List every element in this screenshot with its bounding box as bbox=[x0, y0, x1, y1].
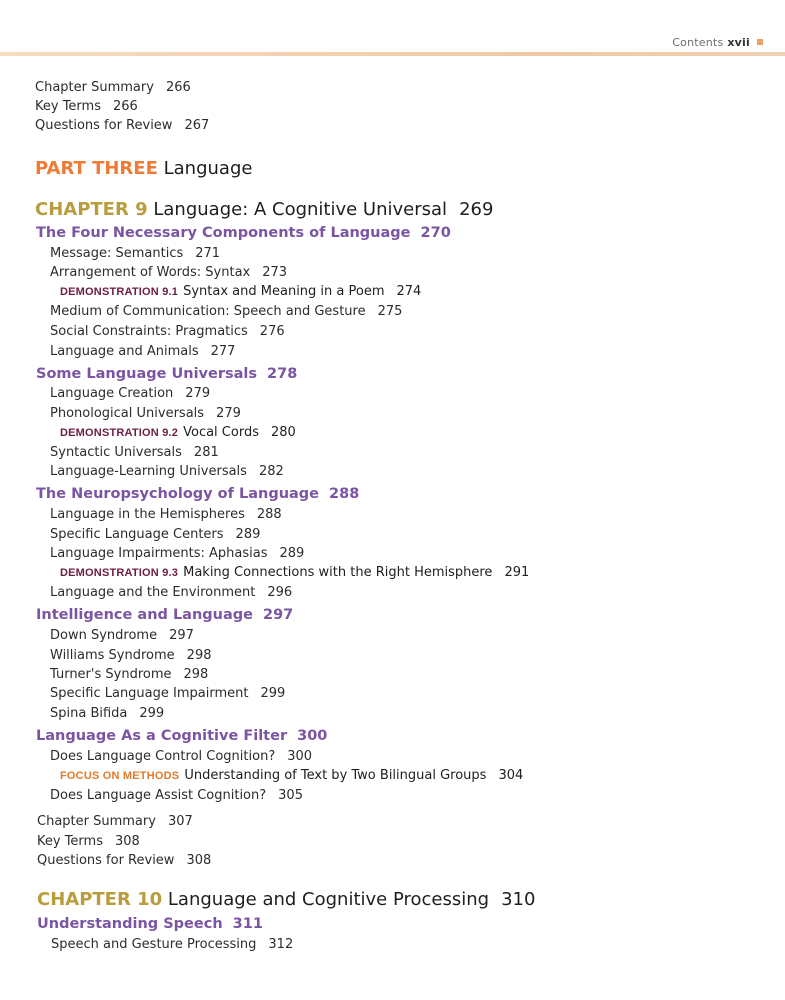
section-heading[interactable]: Intelligence and Language 297 bbox=[36, 607, 294, 623]
focus-on-methods-entry[interactable]: FOCUS ON METHODS Understanding of Text by Two Bilingual Groups 304 bbox=[60, 768, 524, 783]
toc-entry[interactable]: Phonological Universals 279 bbox=[50, 406, 241, 421]
toc-entry[interactable]: Spina Bifida 299 bbox=[50, 706, 165, 721]
toc-entry[interactable]: Specific Language Centers 289 bbox=[50, 527, 261, 542]
toc-entry[interactable]: Social Constraints: Pragmatics 276 bbox=[50, 324, 285, 339]
demonstration-entry[interactable]: DEMONSTRATION 9.1 Syntax and Meaning in a Poem 274 bbox=[60, 284, 422, 299]
toc-entry[interactable]: Does Language Assist Cognition? 305 bbox=[50, 788, 303, 803]
toc-entry[interactable]: Specific Language Impairment 299 bbox=[50, 686, 286, 701]
toc-entry[interactable]: Medium of Communication: Speech and Gesture 275 bbox=[50, 304, 403, 319]
toc-entry[interactable]: Language Creation 279 bbox=[50, 386, 211, 401]
page-number: xvii bbox=[727, 36, 750, 49]
toc-entry[interactable]: Language in the Hemispheres 288 bbox=[50, 507, 282, 522]
toc-entry[interactable]: Language Impairments: Aphasias 289 bbox=[50, 546, 305, 561]
section-heading[interactable]: Understanding Speech 311 bbox=[37, 916, 263, 932]
toc-entry[interactable]: Williams Syndrome 298 bbox=[50, 648, 212, 663]
demonstration-entry[interactable]: DEMONSTRATION 9.2 Vocal Cords 280 bbox=[60, 425, 296, 440]
toc-entry[interactable]: Chapter Summary 266 bbox=[35, 80, 191, 95]
section-heading[interactable]: The Neuropsychology of Language 288 bbox=[36, 486, 360, 502]
chapter-heading[interactable]: CHAPTER 9 Language: A Cognitive Universal 269 bbox=[35, 199, 494, 220]
header-rule bbox=[0, 52, 785, 56]
section-heading[interactable]: Language As a Cognitive Filter 300 bbox=[36, 728, 328, 744]
toc-entry[interactable]: Questions for Review 308 bbox=[37, 853, 212, 868]
toc-entry[interactable]: Language-Learning Universals 282 bbox=[50, 464, 284, 479]
running-head bbox=[672, 36, 763, 49]
part-heading[interactable]: PART THREE Language bbox=[35, 158, 253, 179]
toc-entry[interactable]: Key Terms 308 bbox=[37, 834, 140, 849]
toc-entry[interactable]: Speech and Gesture Processing 312 bbox=[51, 937, 294, 952]
toc-entry[interactable]: Chapter Summary 307 bbox=[37, 814, 193, 829]
section-heading[interactable]: Some Language Universals 278 bbox=[36, 366, 298, 382]
toc-entry[interactable]: Message: Semantics 271 bbox=[50, 246, 221, 261]
toc-entry[interactable]: Language and the Environment 296 bbox=[50, 585, 293, 600]
toc-entry[interactable]: Turner's Syndrome 298 bbox=[50, 667, 209, 682]
toc-entry[interactable]: Arrangement of Words: Syntax 273 bbox=[50, 265, 288, 280]
toc-entry[interactable]: Language and Animals 277 bbox=[50, 344, 236, 359]
header-square-icon bbox=[757, 39, 763, 45]
toc-entry[interactable]: Does Language Control Cognition? 300 bbox=[50, 749, 313, 764]
chapter-heading[interactable]: CHAPTER 10 Language and Cognitive Processing 310 bbox=[37, 889, 536, 910]
running-head-title: Contents bbox=[672, 36, 724, 49]
toc-entry[interactable]: Down Syndrome 297 bbox=[50, 628, 194, 643]
section-heading[interactable]: The Four Necessary Components of Language 270 bbox=[36, 225, 451, 241]
toc-entry[interactable]: Key Terms 266 bbox=[35, 99, 138, 114]
toc-entry[interactable]: Syntactic Universals 281 bbox=[50, 445, 219, 460]
toc-entry[interactable]: Questions for Review 267 bbox=[35, 118, 210, 133]
demonstration-entry[interactable]: DEMONSTRATION 9.3 Making Connections with the Right Hemisphere 291 bbox=[60, 565, 530, 580]
